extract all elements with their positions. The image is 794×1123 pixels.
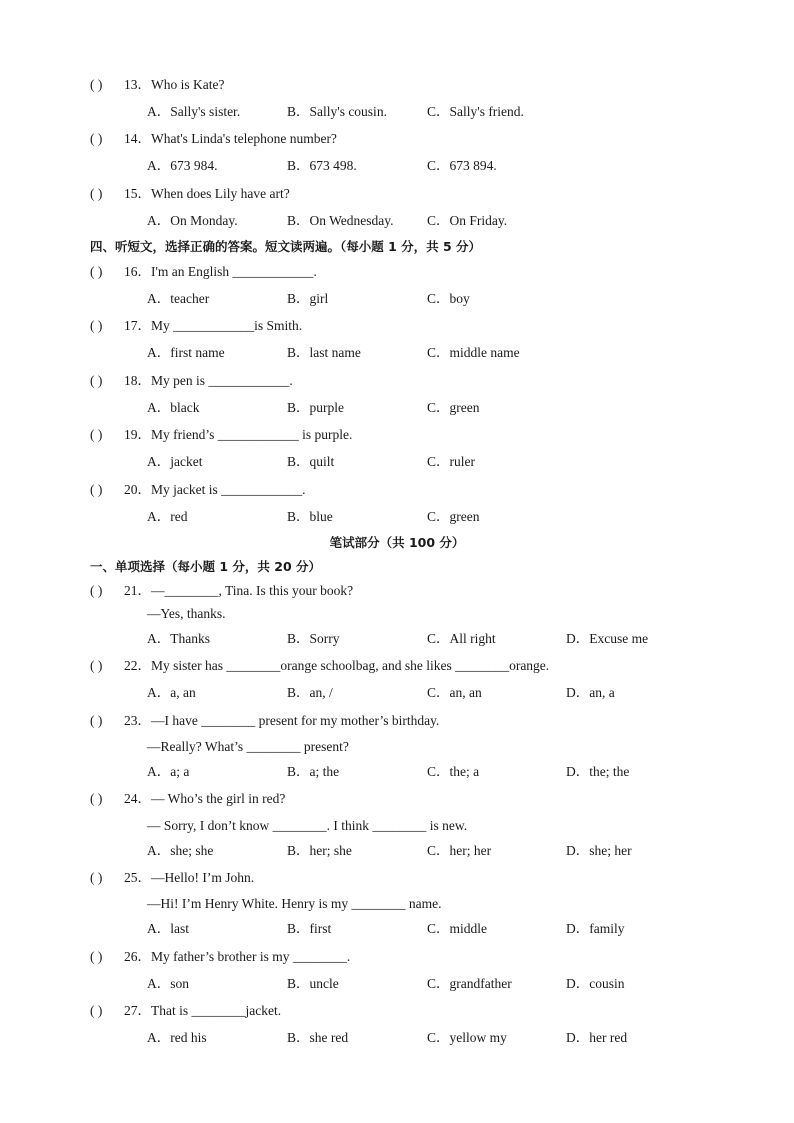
question-18 <box>90 371 293 391</box>
option-c: C．All right <box>427 631 496 646</box>
option-c: C．On Friday. <box>427 213 508 228</box>
question-27 <box>90 1001 281 1021</box>
answer-bracket[interactable]: ( ) <box>90 482 103 497</box>
option-c: C．ruler <box>427 454 475 469</box>
question-13 <box>90 75 224 95</box>
option-a: A．black <box>147 400 200 415</box>
answer-bracket[interactable]: ( ) <box>90 949 103 964</box>
written-part-heading: 笔试部分（共 100 分） <box>329 535 465 550</box>
question-23-continuation: —Really? What’s ________ present? <box>147 739 349 754</box>
question-16 <box>90 262 317 282</box>
question-24-continuation: — Sorry, I don’t know ________. I think ________ is new. <box>147 818 468 833</box>
option-d: D．Excuse me <box>566 631 649 646</box>
question-stem: 15．When does Lily have art? <box>124 186 290 201</box>
option-a: A．red <box>147 509 188 524</box>
answer-bracket[interactable]: ( ) <box>90 658 103 673</box>
option-b: B．she red <box>287 1030 349 1045</box>
option-a: A．a, an <box>147 685 196 700</box>
option-b: B．girl <box>287 291 329 306</box>
question-stem: 19．My friend’s ____________ is purple. <box>124 427 353 442</box>
question-21-continuation: —Yes, thanks. <box>147 606 226 621</box>
option-c: C．the; a <box>427 764 480 779</box>
section-4-heading: 四、听短文，选择正确的答案。短文读两遍。（每小题 1 分，共 5 分） <box>90 239 482 254</box>
option-a: A．Sally's sister. <box>147 104 241 119</box>
option-a: A．On Monday. <box>147 213 238 228</box>
option-c: C．her; her <box>427 843 492 858</box>
question-stem: 17．My ____________is Smith. <box>124 318 303 333</box>
option-c: C．grandfather <box>427 976 512 991</box>
option-a: A．red his <box>147 1030 207 1045</box>
answer-bracket[interactable]: ( ) <box>90 427 103 442</box>
question-15 <box>90 184 290 204</box>
option-c: C．middle name <box>427 345 520 360</box>
answer-bracket[interactable]: ( ) <box>90 131 103 146</box>
question-21 <box>90 581 353 601</box>
question-stem: 18．My pen is ____________. <box>124 373 293 388</box>
option-a: A．a; a <box>147 764 190 779</box>
option-c: C．yellow my <box>427 1030 507 1045</box>
section-1-heading: 一、单项选择（每小题 1 分，共 20 分） <box>90 559 322 574</box>
option-a: A．she; she <box>147 843 214 858</box>
question-stem: 16．I'm an English ____________. <box>124 264 317 279</box>
answer-bracket[interactable]: ( ) <box>90 791 103 806</box>
question-19 <box>90 425 352 445</box>
option-d: D．family <box>566 921 625 936</box>
question-stem: 26．My father’s brother is my ________. <box>124 949 351 964</box>
option-a: A．son <box>147 976 190 991</box>
answer-bracket[interactable]: ( ) <box>90 583 103 598</box>
option-c: C．green <box>427 509 480 524</box>
option-a: A．first name <box>147 345 225 360</box>
question-25-continuation: —Hi! I’m Henry White. Henry is my ________ name. <box>147 896 442 911</box>
option-c: C．boy <box>427 291 470 306</box>
question-stem: 14．What's Linda's telephone number? <box>124 131 337 146</box>
question-14 <box>90 129 337 149</box>
option-b: B．blue <box>287 509 333 524</box>
answer-bracket[interactable]: ( ) <box>90 373 103 388</box>
option-d: D．an, a <box>566 685 615 700</box>
question-stem: 23．—I have ________ present for my mother’s birthday. <box>124 713 440 728</box>
answer-bracket[interactable]: ( ) <box>90 870 103 885</box>
option-b: B．an, / <box>287 685 333 700</box>
option-b: B．her; she <box>287 843 352 858</box>
option-b: B．purple <box>287 400 344 415</box>
option-b: B．quilt <box>287 454 335 469</box>
option-a: A．673 984. <box>147 158 218 173</box>
option-a: A．jacket <box>147 454 203 469</box>
option-d: D．cousin <box>566 976 625 991</box>
question-stem: 20．My jacket is ____________. <box>124 482 306 497</box>
question-22 <box>90 656 549 676</box>
answer-bracket[interactable]: ( ) <box>90 186 103 201</box>
answer-bracket[interactable]: ( ) <box>90 77 103 92</box>
answer-bracket[interactable]: ( ) <box>90 264 103 279</box>
option-b: B．673 498. <box>287 158 357 173</box>
question-26 <box>90 947 350 967</box>
answer-bracket[interactable]: ( ) <box>90 1003 103 1018</box>
question-17 <box>90 316 302 336</box>
question-stem: 22．My sister has ________orange schoolbag, and she likes ________orange. <box>124 658 550 673</box>
option-b: B．last name <box>287 345 361 360</box>
option-c: C．middle <box>427 921 487 936</box>
option-b: B．first <box>287 921 332 936</box>
question-23 <box>90 711 439 731</box>
question-25 <box>90 868 254 888</box>
option-c: C．Sally's friend. <box>427 104 524 119</box>
option-a: A．last <box>147 921 189 936</box>
option-a: A．Thanks <box>147 631 210 646</box>
question-stem: 25．—Hello! I’m John. <box>124 870 255 885</box>
question-stem: 27．That is ________jacket. <box>124 1003 282 1018</box>
option-c: C．673 894. <box>427 158 497 173</box>
question-stem: 21．—________, Tina. Is this your book? <box>124 583 354 598</box>
option-b: B．uncle <box>287 976 339 991</box>
question-20 <box>90 480 306 500</box>
option-a: A．teacher <box>147 291 210 306</box>
option-c: C．green <box>427 400 480 415</box>
question-24 <box>90 789 285 809</box>
option-b: B．a; the <box>287 764 340 779</box>
option-b: B．On Wednesday. <box>287 213 394 228</box>
question-stem: 13．Who is Kate? <box>124 77 225 92</box>
option-d: D．the; the <box>566 764 630 779</box>
option-c: C．an, an <box>427 685 482 700</box>
answer-bracket[interactable]: ( ) <box>90 713 103 728</box>
answer-bracket[interactable]: ( ) <box>90 318 103 333</box>
option-d: D．her red <box>566 1030 628 1045</box>
option-b: B．Sorry <box>287 631 340 646</box>
question-stem: 24．— Who’s the girl in red? <box>124 791 286 806</box>
option-b: B．Sally's cousin. <box>287 104 387 119</box>
option-d: D．she; her <box>566 843 632 858</box>
